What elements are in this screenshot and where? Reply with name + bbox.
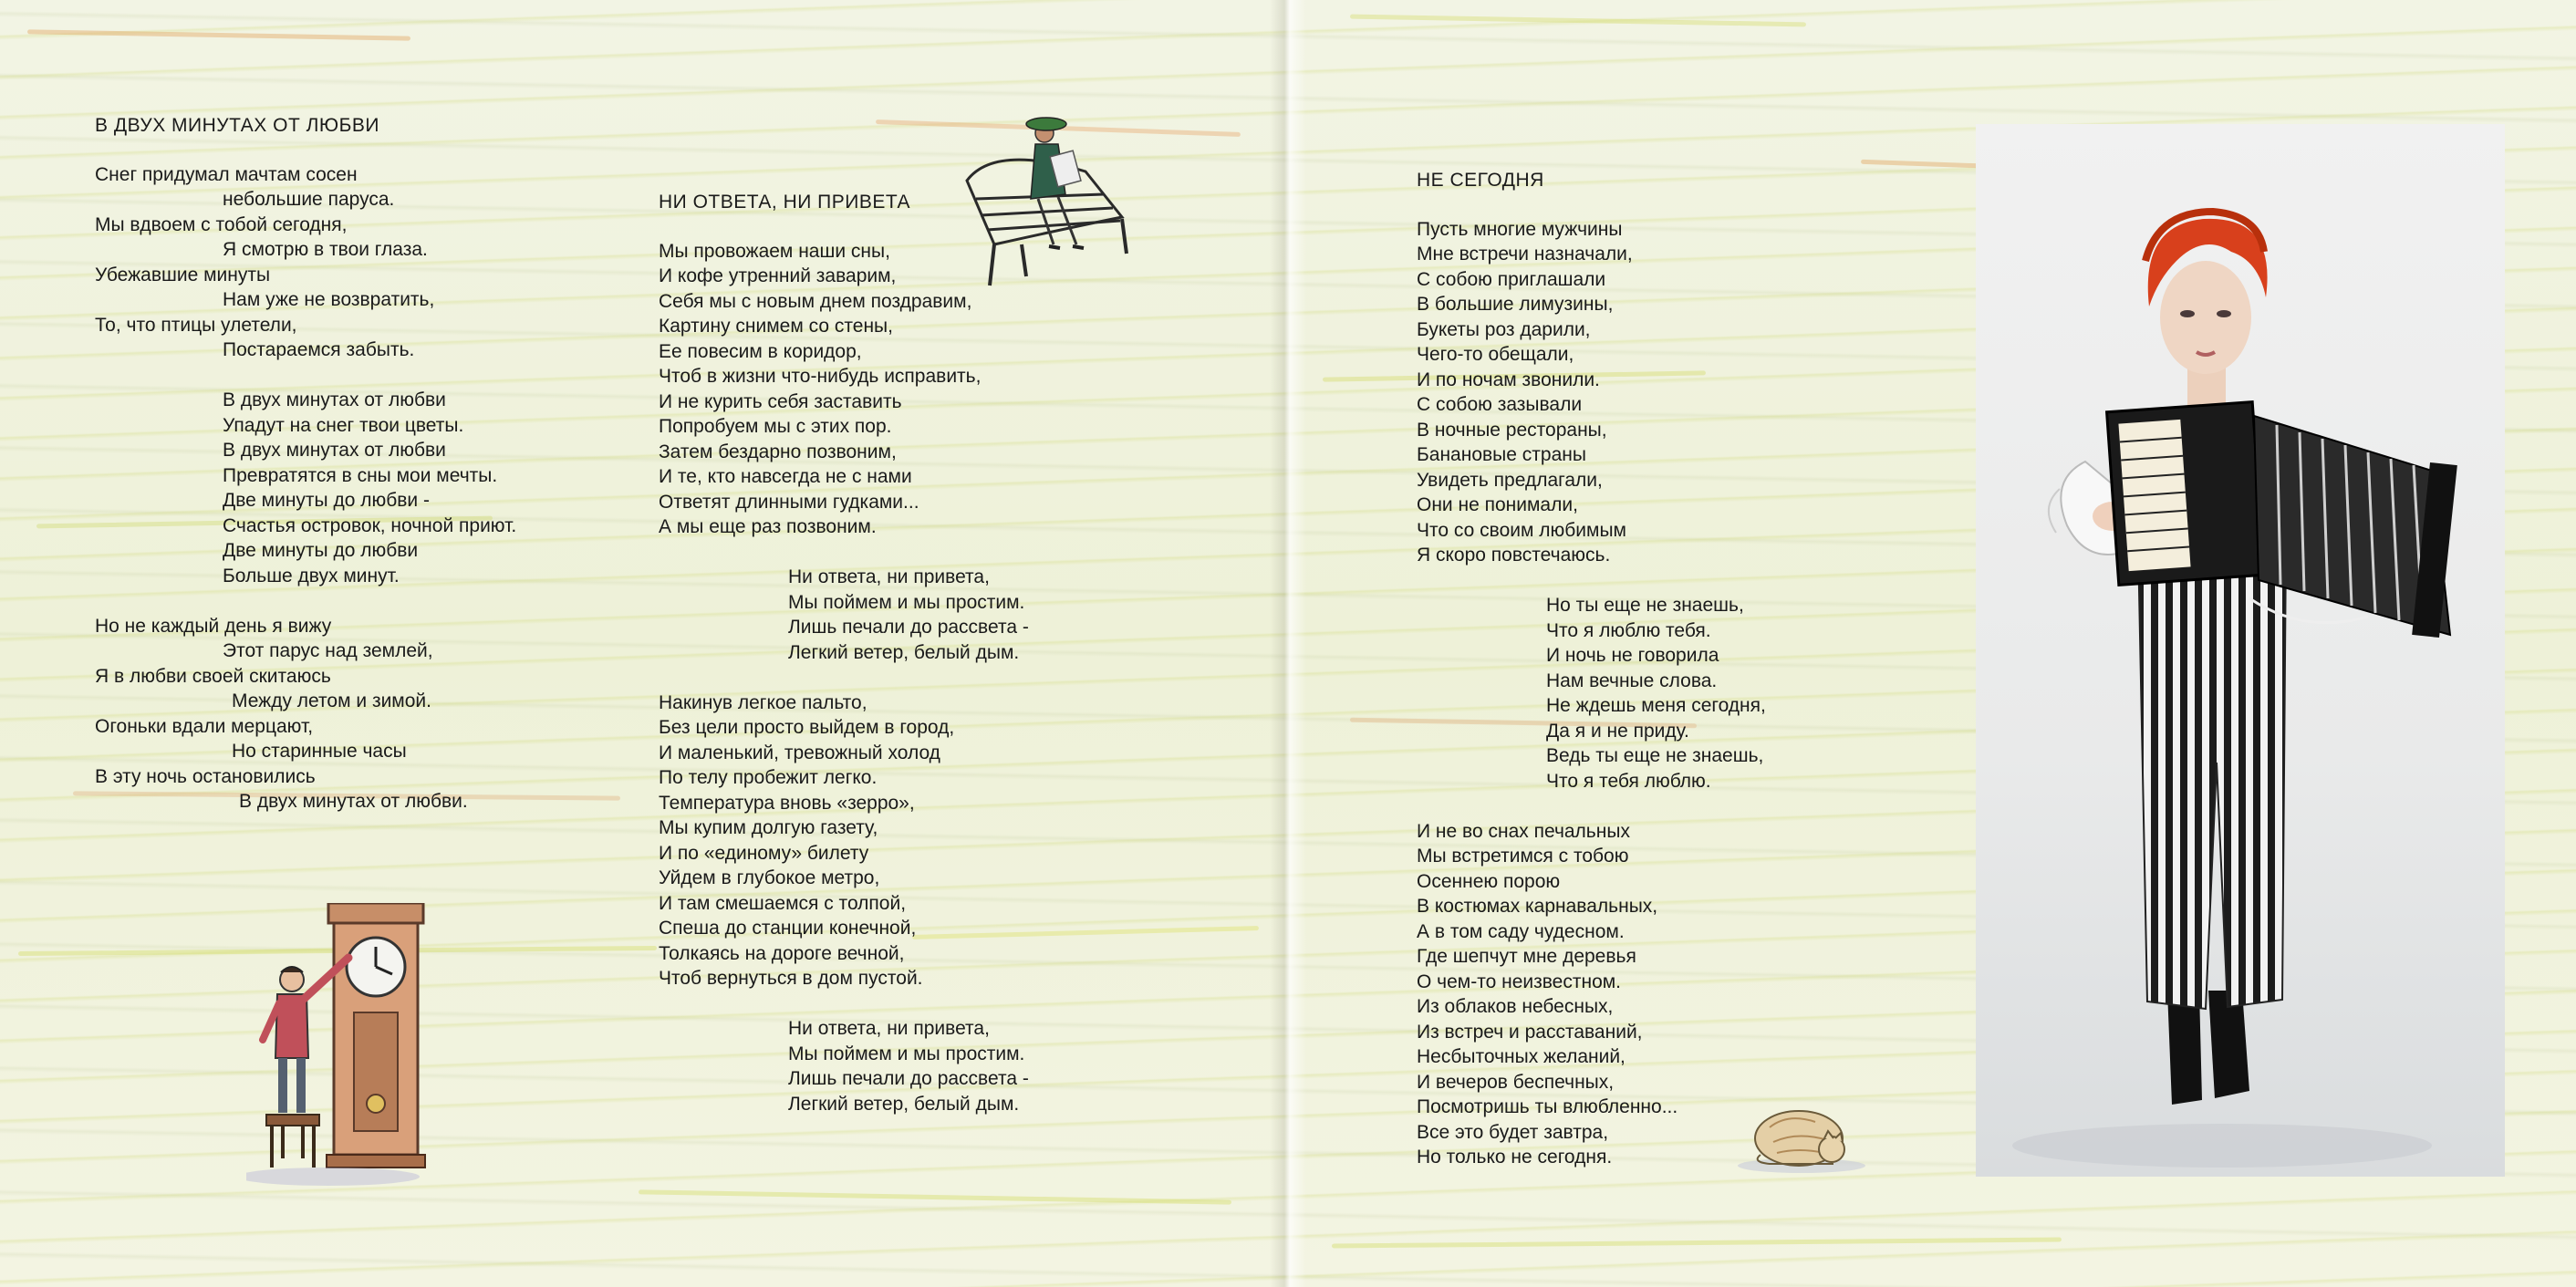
poem-line: Попробуем мы с этих пор.: [659, 416, 892, 437]
poem-line: Лишь печали до рассвета -: [788, 1068, 1029, 1089]
poem-line: Мы провожаем наши сны,: [659, 240, 890, 262]
boy-with-grandfather-clock-drawing: [246, 903, 447, 1195]
poem-line: Без цели просто выйдем в город,: [659, 717, 955, 738]
poem-line: Пусть многие мужчины: [1417, 218, 1623, 240]
poem-line: Что со своим любимым: [1417, 519, 1626, 541]
poem-line: Ответят длинными гудками...: [659, 491, 919, 513]
poem-line: И те, кто навсегда не с нами: [659, 466, 912, 487]
poem-line: Но ты еще не знаешь,: [1546, 595, 1744, 616]
poem-lines: [659, 239, 1029, 1117]
poem-line: Этот парус над землей,: [223, 640, 433, 661]
crayon-stroke: [27, 29, 410, 40]
stanza-break: [659, 991, 1029, 1017]
poem-lines: [95, 162, 516, 815]
poem-line: И маленький, тревожный холод: [659, 742, 940, 763]
poem-line: Все это будет завтра,: [1417, 1121, 1609, 1143]
poem-line: Упадут на снег твои цветы.: [223, 414, 464, 436]
poem-line: Температура вновь «зерро»,: [659, 792, 915, 814]
poem-line: Они не понимали,: [1417, 494, 1578, 515]
crayon-stroke: [1332, 1238, 2062, 1249]
poem-line: И не курить себя заставить: [659, 390, 902, 412]
poem-line: И вечеров беспечных,: [1417, 1071, 1615, 1093]
poem-line: Несбыточных желаний,: [1417, 1046, 1626, 1067]
poem-line: И кофе утренний заварим,: [659, 265, 897, 286]
poem-line: Посмотришь ты влюбленно...: [1417, 1096, 1678, 1117]
poem-line: Но только не сегодня.: [1417, 1147, 1613, 1168]
poem-line: Мы поймем и мы простим.: [788, 1043, 1025, 1064]
poem-line: Мне встречи назначали,: [1417, 244, 1633, 265]
poem-line: Мы встретимся с тобою: [1417, 846, 1629, 867]
poem-line: Лишь печали до рассвета -: [788, 617, 1029, 638]
poem-line: Между летом и зимой.: [232, 690, 431, 711]
poem-line: Снег придумал мачтам сосен: [95, 163, 358, 185]
poem-line: Чего-то обещали,: [1417, 344, 1574, 365]
poem-line: Убежавшие минуты: [95, 264, 271, 285]
poem-line: Себя мы с новым днем поздравим,: [659, 290, 972, 312]
accordion-photo-artwork: [1976, 124, 2505, 1177]
woman-with-accordion-photo: [1976, 124, 2505, 1177]
poem-no-answer-no-greeting: [659, 190, 1029, 1116]
poem-line: И по ночам звонили.: [1417, 368, 1600, 390]
poem-line: Из встреч и расставаний,: [1417, 1021, 1643, 1043]
poem-line: Да я и не приду.: [1546, 720, 1689, 742]
poem-line: В двух минутах от любви.: [239, 791, 468, 812]
poem-line: Увидеть предлагали,: [1417, 469, 1603, 491]
poem-title: НЕ СЕГОДНЯ: [1417, 170, 1544, 191]
poem-line: Легкий ветер, белый дым.: [788, 1093, 1020, 1115]
poem-line: Уйдем в глубокое метро,: [659, 867, 880, 888]
poem-line: Ни ответа, ни привета,: [788, 566, 990, 587]
poem-title: В ДВУХ МИНУТАХ ОТ ЛЮБВИ: [95, 115, 380, 136]
poem-line: Две минуты до любви -: [223, 490, 430, 511]
poem-line: Что я люблю тебя.: [1546, 619, 1711, 641]
poem-line: небольшие паруса.: [223, 189, 395, 210]
poem-line: И по «единому» билету: [659, 842, 869, 864]
poem-line: Нам уже не возвратить,: [223, 289, 435, 310]
poem-line: С собою приглашали: [1417, 268, 1606, 290]
poem-line: Чтоб в жизни что-нибудь исправить,: [659, 366, 982, 387]
poem-line: Превратятся в сны мои мечты.: [223, 464, 498, 486]
poem-lines: [1417, 217, 1766, 1170]
poem-line: Огоньки вдали мерцают,: [95, 715, 314, 737]
poem-line: Ее повесим в коридор,: [659, 340, 862, 362]
poem-line: Где шепчут мне деревья: [1417, 946, 1636, 967]
poem-line: Из облаков небесных,: [1417, 996, 1614, 1017]
poem-line: Осеннею порою: [1417, 870, 1561, 892]
poem-line: Но не каждый день я вижу: [95, 615, 332, 637]
poem-line: О чем-то неизвестном.: [1417, 970, 1622, 992]
poem-line: Легкий ветер, белый дым.: [788, 641, 1020, 663]
crayon-stroke: [639, 1189, 1231, 1204]
poem-line: Мы поймем и мы простим.: [788, 591, 1025, 613]
poem-line: Букеты роз дарили,: [1417, 318, 1591, 340]
poem-line: Картину снимем со стены,: [659, 316, 893, 337]
poem-line: Мы вдвоем с тобой сегодня,: [95, 213, 348, 235]
page-gutter: [1270, 0, 1306, 1287]
poem-line: Затем бездарно позвоним,: [659, 441, 897, 462]
poem-line: Банановые страны: [1417, 444, 1586, 465]
poem-line: В ночные рестораны,: [1417, 419, 1607, 441]
poem-line: Но старинные часы: [232, 741, 407, 762]
stanza-break: [1417, 794, 1766, 819]
poem-line: В костюмах карнавальных,: [1417, 896, 1658, 917]
poem-line: В двух минутах от любви: [223, 440, 446, 461]
poem-line: Я скоро повстечаюсь.: [1417, 545, 1611, 566]
poem-line: Спеша до станции конечной,: [659, 918, 917, 939]
poem-line: Что я тебя люблю.: [1546, 770, 1711, 792]
poem-line: Ни ответа, ни привета,: [788, 1018, 990, 1039]
woman-on-bench-drawing: [940, 108, 1149, 290]
poem-line: В эту ночь остановились: [95, 765, 316, 787]
poem-line: В большие лимузины,: [1417, 294, 1614, 315]
poem-line: Ведь ты еще не знаешь,: [1546, 745, 1764, 766]
poem-line: Накинув легкое пальто,: [659, 691, 867, 713]
poem-line: Толкаясь на дороге вечной,: [659, 942, 905, 964]
poem-line: Нам вечные слова.: [1546, 669, 1718, 691]
poem-line: С собою зазывали: [1417, 394, 1583, 415]
poem-line: И не во снах печальных: [1417, 820, 1630, 842]
poem-line: Я смотрю в твои глаза.: [223, 239, 428, 260]
poem-line: Не ждешь меня сегодня,: [1546, 695, 1766, 716]
stanza-break: [659, 665, 1029, 690]
poem-title: НИ ОТВЕТА, НИ ПРИВЕТА: [659, 192, 911, 213]
poem-line: Больше двух минут.: [223, 565, 400, 586]
poem-two-minutes-from-love: [95, 113, 516, 815]
poem-line: В двух минутах от любви: [223, 389, 446, 410]
poem-line: Я в любви своей скитаюсь: [95, 665, 331, 687]
stanza-break: [95, 363, 516, 389]
stanza-break: [1417, 568, 1766, 594]
poem-line: То, что птицы улетели,: [95, 314, 297, 336]
poem-line: Две минуты до любви: [223, 540, 419, 561]
poem-line: И ночь не говорила: [1546, 645, 1719, 666]
poem-line: Постараемся забыть.: [223, 339, 415, 360]
poem-line: И там смешаемся с толпой,: [659, 892, 907, 914]
poem-line: А мы еще раз позвоним.: [659, 516, 877, 537]
poem-line: Счастья островок, ночной приют.: [223, 514, 517, 536]
stanza-break: [95, 588, 516, 614]
poem-line: Чтоб вернуться в дом пустой.: [659, 968, 923, 989]
poem-line: А в том саду чудесном.: [1417, 920, 1625, 942]
poem-line: По телу пробежит легко.: [659, 767, 878, 788]
poem-line: Мы купим долгую газету,: [659, 817, 878, 838]
stanza-break: [659, 540, 1029, 566]
sleeping-cat-drawing: [1733, 1095, 1870, 1177]
crayon-stroke: [1350, 15, 1806, 27]
poem-not-today: [1417, 168, 1766, 1170]
